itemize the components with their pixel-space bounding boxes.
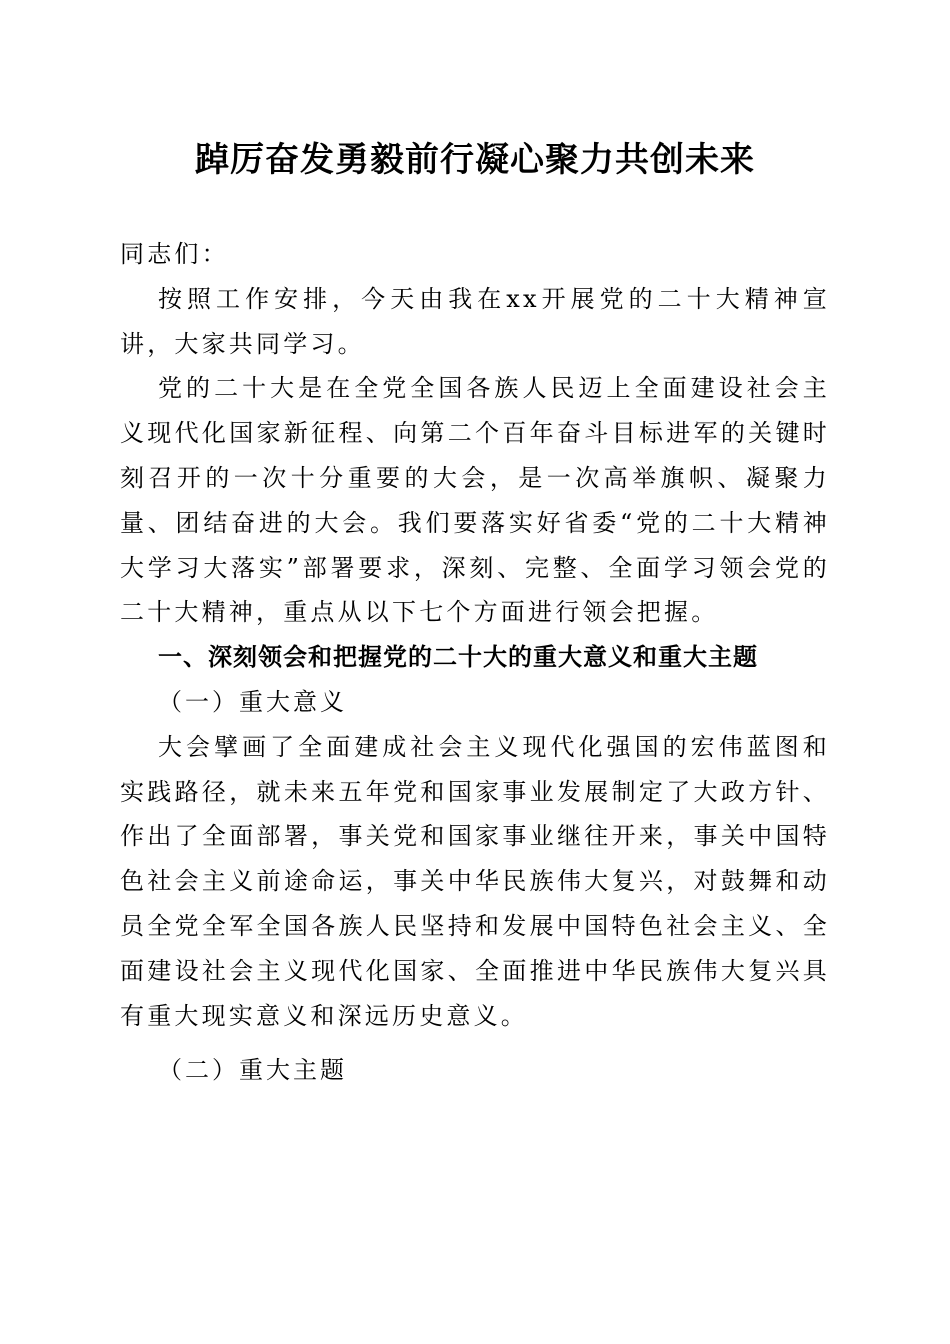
section-heading-1: 一、深刻领会和把握党的二十大的重大意义和重大主题	[158, 643, 758, 672]
document-title: 踔厉奋发勇毅前行凝心聚力共创未来	[195, 140, 755, 180]
paragraph-significance: 大会擘画了全面建成社会主义现代化强国的宏伟蓝图和实践路径，就未来五年党和国家事业发展制定了大政方针、作出了全面部署，事关党和国家事业继往开来，事关中国特色社会主义前途命运，事关中华民族伟大复兴，对鼓舞和动员全党全军全国各族人民坚持和发展中国特色社会主义、全面建设社会主义现代化国家、全面推进中华民族伟大复兴具有重大现实意义和深远历史意义。	[120, 732, 830, 1030]
subsection-heading-2: （二）重大主题	[158, 1056, 347, 1085]
subsection-heading-1: （一）重大意义	[158, 687, 347, 716]
document-body	[120, 232, 830, 1093]
paragraph-intro: 按照工作安排，今天由我在xx开展党的二十大精神宣讲，大家共同学习。	[120, 284, 830, 358]
paragraph-context: 党的二十大是在全党全国各族人民迈上全面建设社会主义现代化国家新征程、向第二个百年奋斗目标进军的关键时刻召开的一次十分重要的大会，是一次高举旗帜、凝聚力量、团结奋进的大会。我们要落实好省委“党的二十大精神大学习大落实”部署要求，深刻、完整、全面学习领会党的二十大精神，重点从以下七个方面进行领会把握。	[120, 374, 830, 627]
salutation: 同志们：	[120, 240, 229, 268]
